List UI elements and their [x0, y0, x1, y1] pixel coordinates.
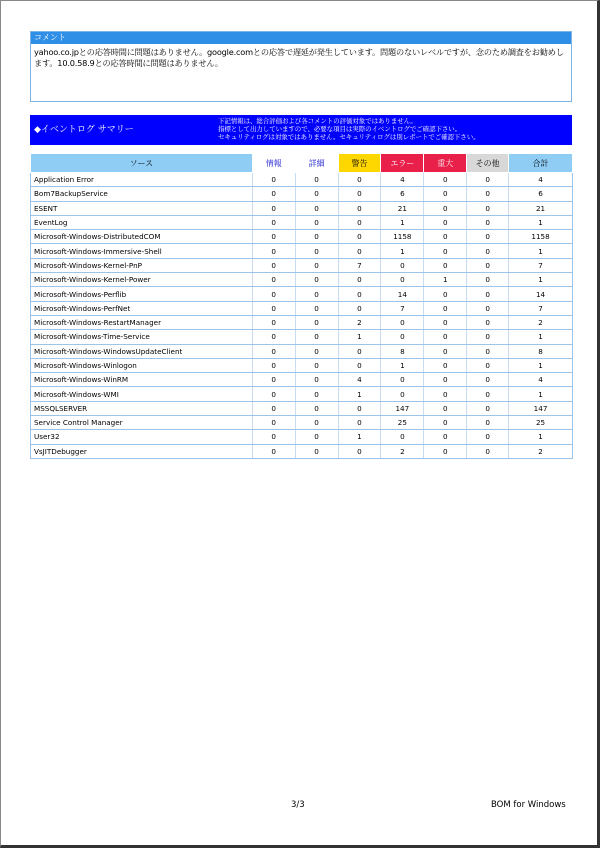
- cell-error: 1: [381, 215, 424, 229]
- cell-info: 0: [252, 315, 295, 329]
- cell-critical: 0: [424, 258, 467, 272]
- cell-warning: 1: [338, 330, 381, 344]
- header-info: 情報: [252, 154, 295, 173]
- page-number: 3/3: [291, 800, 305, 810]
- cell-error: 2: [381, 444, 424, 458]
- cell-info: 0: [252, 201, 295, 215]
- event-log-header: [30, 115, 572, 145]
- cell-detail: 0: [295, 273, 338, 287]
- table-row: [31, 330, 573, 344]
- table-row: [31, 344, 573, 358]
- cell-error: 0: [381, 330, 424, 344]
- cell-critical: 0: [424, 230, 467, 244]
- table-row: [31, 244, 573, 258]
- cell-error: 14: [381, 287, 424, 301]
- cell-warning: 7: [338, 258, 381, 272]
- cell-detail: 0: [295, 344, 338, 358]
- cell-error: 8: [381, 344, 424, 358]
- table-row: [31, 230, 573, 244]
- cell-warning: 0: [338, 173, 381, 187]
- cell-warning: 0: [338, 287, 381, 301]
- table-row: [31, 201, 573, 215]
- cell-source: Microsoft-Windows-DistributedCOM: [31, 230, 253, 244]
- cell-info: 0: [252, 287, 295, 301]
- cell-total: 14: [509, 287, 573, 301]
- cell-source: User32: [31, 430, 253, 444]
- cell-source: ESENT: [31, 201, 253, 215]
- cell-total: 1158: [509, 230, 573, 244]
- table-row: [31, 387, 573, 401]
- cell-total: 25: [509, 416, 573, 430]
- cell-warning: 0: [338, 187, 381, 201]
- table-row: [31, 173, 573, 187]
- cell-source: Service Control Manager: [31, 416, 253, 430]
- cell-source: Microsoft-Windows-PerfNet: [31, 301, 253, 315]
- cell-info: 0: [252, 344, 295, 358]
- cell-critical: 0: [424, 444, 467, 458]
- cell-info: 0: [252, 173, 295, 187]
- cell-other: 0: [467, 430, 509, 444]
- cell-critical: 0: [424, 173, 467, 187]
- app-name: BOM for Windows: [491, 800, 566, 810]
- cell-other: 0: [467, 315, 509, 329]
- cell-critical: 0: [424, 358, 467, 372]
- table-row: [31, 258, 573, 272]
- cell-critical: 0: [424, 187, 467, 201]
- cell-total: 7: [509, 258, 573, 272]
- table-row: [31, 287, 573, 301]
- cell-critical: 0: [424, 244, 467, 258]
- cell-warning: 0: [338, 344, 381, 358]
- cell-critical: 0: [424, 301, 467, 315]
- cell-total: 1: [509, 215, 573, 229]
- cell-critical: 0: [424, 344, 467, 358]
- cell-critical: 0: [424, 215, 467, 229]
- cell-critical: 0: [424, 401, 467, 415]
- cell-total: 2: [509, 315, 573, 329]
- cell-total: 7: [509, 301, 573, 315]
- cell-total: 21: [509, 201, 573, 215]
- cell-total: 4: [509, 173, 573, 187]
- cell-error: 0: [381, 430, 424, 444]
- cell-source: Microsoft-Windows-Perflib: [31, 287, 253, 301]
- cell-detail: 0: [295, 416, 338, 430]
- cell-error: 0: [381, 273, 424, 287]
- cell-total: 1: [509, 244, 573, 258]
- cell-source: Microsoft-Windows-Kernel-Power: [31, 273, 253, 287]
- cell-warning: 0: [338, 273, 381, 287]
- cell-source: Microsoft-Windows-Kernel-PnP: [31, 258, 253, 272]
- cell-error: 1: [381, 358, 424, 372]
- header-warning: 警告: [338, 154, 381, 173]
- cell-source: Bom7BackupService: [31, 187, 253, 201]
- cell-source: Application Error: [31, 173, 253, 187]
- cell-error: 0: [381, 373, 424, 387]
- cell-detail: 0: [295, 430, 338, 444]
- cell-other: 0: [467, 444, 509, 458]
- cell-error: 7: [381, 301, 424, 315]
- cell-detail: 0: [295, 401, 338, 415]
- cell-critical: 0: [424, 287, 467, 301]
- cell-total: 8: [509, 344, 573, 358]
- header-source: ソース: [31, 154, 253, 173]
- cell-critical: 0: [424, 416, 467, 430]
- cell-warning: 0: [338, 244, 381, 258]
- cell-info: 0: [252, 330, 295, 344]
- cell-info: 0: [252, 358, 295, 372]
- cell-warning: 4: [338, 373, 381, 387]
- cell-detail: 0: [295, 258, 338, 272]
- cell-info: 0: [252, 387, 295, 401]
- cell-error: 0: [381, 387, 424, 401]
- event-log-note-2: 指標として出力していますので、必要な項目は実際のイベントログでご確認下さい。: [218, 125, 462, 133]
- cell-info: 0: [252, 401, 295, 415]
- cell-warning: 1: [338, 430, 381, 444]
- cell-error: 1158: [381, 230, 424, 244]
- cell-warning: 0: [338, 401, 381, 415]
- cell-other: 0: [467, 244, 509, 258]
- event-log-title: ◆イベントログ サマリー: [34, 125, 134, 135]
- cell-info: 0: [252, 230, 295, 244]
- cell-other: 0: [467, 173, 509, 187]
- cell-info: 0: [252, 273, 295, 287]
- cell-info: 0: [252, 187, 295, 201]
- table-row: [31, 416, 573, 430]
- header-error: エラー: [381, 154, 424, 173]
- cell-info: 0: [252, 373, 295, 387]
- table-row: [31, 373, 573, 387]
- cell-critical: 0: [424, 373, 467, 387]
- cell-source: Microsoft-Windows-Time-Service: [31, 330, 253, 344]
- cell-other: 0: [467, 416, 509, 430]
- cell-critical: 0: [424, 387, 467, 401]
- table-row: [31, 301, 573, 315]
- table-row: [31, 215, 573, 229]
- cell-detail: 0: [295, 358, 338, 372]
- cell-source: EventLog: [31, 215, 253, 229]
- cell-critical: 0: [424, 315, 467, 329]
- cell-critical: 1: [424, 273, 467, 287]
- cell-other: 0: [467, 373, 509, 387]
- comment-body: yahoo.co.jpとの応答時間に問題はありません。google.comとの応答で遅延が発生しています。問題のないレベルですが、念のため調査をお勧めします。10.0.58.9との応答時間に問題はありません。: [34, 47, 564, 68]
- cell-other: 0: [467, 258, 509, 272]
- header-critical: 重大: [424, 154, 467, 173]
- cell-warning: 0: [338, 301, 381, 315]
- cell-other: 0: [467, 330, 509, 344]
- event-log-note-1: 下記情報は、総合評価および各コメントの評価対象ではありません。: [218, 117, 417, 125]
- table-row: [31, 430, 573, 444]
- cell-detail: 0: [295, 373, 338, 387]
- cell-warning: 2: [338, 315, 381, 329]
- header-other: その他: [467, 154, 509, 173]
- cell-other: 0: [467, 387, 509, 401]
- cell-error: 0: [381, 258, 424, 272]
- cell-detail: 0: [295, 301, 338, 315]
- cell-error: 21: [381, 201, 424, 215]
- cell-source: Microsoft-Windows-WinRM: [31, 373, 253, 387]
- cell-other: 0: [467, 201, 509, 215]
- cell-error: 4: [381, 173, 424, 187]
- cell-info: 0: [252, 215, 295, 229]
- cell-warning: 1: [338, 387, 381, 401]
- cell-source: Microsoft-Windows-WMI: [31, 387, 253, 401]
- cell-other: 0: [467, 230, 509, 244]
- table-row: [31, 187, 573, 201]
- cell-total: 1: [509, 358, 573, 372]
- cell-info: 0: [252, 258, 295, 272]
- cell-info: 0: [252, 301, 295, 315]
- cell-info: 0: [252, 430, 295, 444]
- cell-detail: 0: [295, 315, 338, 329]
- cell-info: 0: [252, 244, 295, 258]
- table-row: [31, 444, 573, 458]
- table-row: [31, 315, 573, 329]
- cell-detail: 0: [295, 287, 338, 301]
- cell-source: Microsoft-Windows-RestartManager: [31, 315, 253, 329]
- cell-warning: 0: [338, 215, 381, 229]
- cell-other: 0: [467, 344, 509, 358]
- cell-info: 0: [252, 416, 295, 430]
- cell-warning: 0: [338, 201, 381, 215]
- cell-detail: 0: [295, 330, 338, 344]
- cell-total: 4: [509, 373, 573, 387]
- cell-total: 1: [509, 430, 573, 444]
- cell-critical: 0: [424, 201, 467, 215]
- cell-source: Microsoft-Windows-WindowsUpdateClient: [31, 344, 253, 358]
- cell-detail: 0: [295, 215, 338, 229]
- cell-detail: 0: [295, 244, 338, 258]
- cell-other: 0: [467, 358, 509, 372]
- comment-header: コメント: [31, 32, 571, 44]
- event-summary-table: [30, 153, 573, 459]
- cell-total: 147: [509, 401, 573, 415]
- table-body: [31, 173, 573, 459]
- cell-error: 0: [381, 315, 424, 329]
- cell-detail: 0: [295, 187, 338, 201]
- cell-other: 0: [467, 215, 509, 229]
- cell-error: 1: [381, 244, 424, 258]
- cell-info: 0: [252, 444, 295, 458]
- event-log-note-3: セキュリティログは対象ではありません。セキュリティログは別レポートでご確認下さい。: [218, 133, 480, 141]
- cell-other: 0: [467, 401, 509, 415]
- cell-total: 2: [509, 444, 573, 458]
- cell-detail: 0: [295, 387, 338, 401]
- cell-detail: 0: [295, 444, 338, 458]
- cell-total: 1: [509, 273, 573, 287]
- cell-total: 6: [509, 187, 573, 201]
- cell-warning: 0: [338, 416, 381, 430]
- cell-critical: 0: [424, 330, 467, 344]
- cell-other: 0: [467, 187, 509, 201]
- table-row: [31, 273, 573, 287]
- cell-other: 0: [467, 273, 509, 287]
- cell-other: 0: [467, 301, 509, 315]
- cell-total: 1: [509, 330, 573, 344]
- cell-warning: 0: [338, 230, 381, 244]
- cell-error: 25: [381, 416, 424, 430]
- comment-box: [30, 31, 572, 102]
- cell-detail: 0: [295, 201, 338, 215]
- table-header-row: [31, 154, 573, 173]
- cell-error: 6: [381, 187, 424, 201]
- cell-source: Microsoft-Windows-Winlogon: [31, 358, 253, 372]
- cell-warning: 0: [338, 444, 381, 458]
- table-row: [31, 358, 573, 372]
- cell-critical: 0: [424, 430, 467, 444]
- header-detail: 詳細: [295, 154, 338, 173]
- cell-other: 0: [467, 287, 509, 301]
- cell-source: Microsoft-Windows-Immersive-Shell: [31, 244, 253, 258]
- event-log-notes: [218, 117, 480, 141]
- header-total: 合計: [509, 154, 573, 173]
- cell-source: VsJITDebugger: [31, 444, 253, 458]
- cell-detail: 0: [295, 230, 338, 244]
- cell-detail: 0: [295, 173, 338, 187]
- cell-total: 1: [509, 387, 573, 401]
- table-row: [31, 401, 573, 415]
- cell-source: MSSQLSERVER: [31, 401, 253, 415]
- cell-error: 147: [381, 401, 424, 415]
- cell-warning: 0: [338, 358, 381, 372]
